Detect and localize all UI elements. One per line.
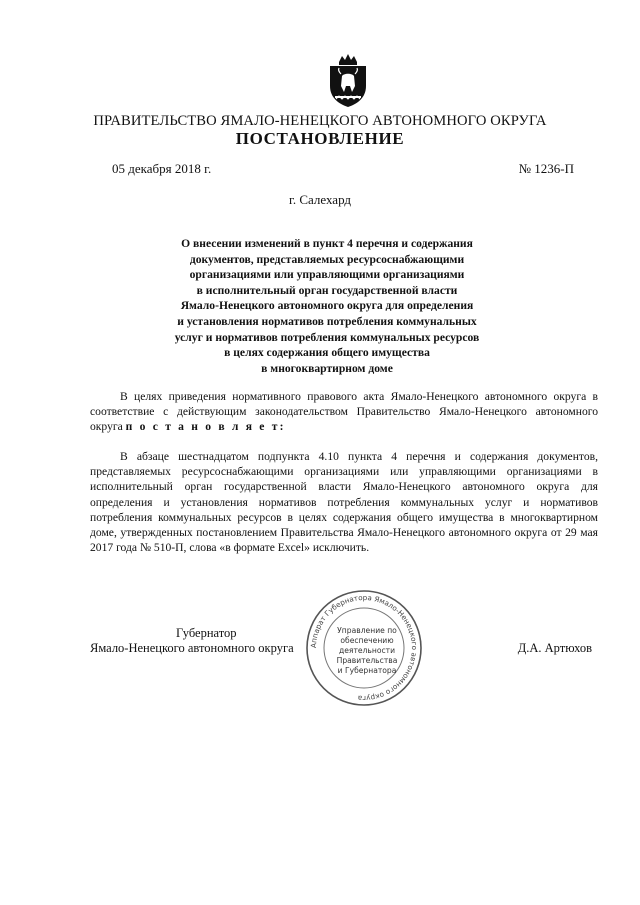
title-line: О внесении изменений в пункт 4 перечня и содержания [181,237,473,250]
stamp-ring-text: Аппарат Губернатора Ямало-Ненецкого автономного округа [308,592,420,704]
signature-organization: Ямало-Ненецкого автономного округа [90,641,294,655]
coat-of-arms-emblem [327,52,369,108]
document-type: ПОСТАНОВЛЕНИЕ [235,129,405,148]
document-date: 05 декабря 2018 г. [112,161,212,176]
title-line: в многоквартирном доме [261,361,393,375]
title-line: услуг и нормативов потребления коммунальных ресурсов [174,330,480,344]
document-number: № 1236-П [518,161,574,176]
document-city: г. Салехард [288,192,352,207]
title-line: документов, представляемых ресурсоснабжающими [189,252,465,266]
title-line: Ямало-Ненецкого автономного округа для определения [180,299,474,313]
preamble-paragraph [90,389,598,435]
title-line: и установления нормативов потребления коммунальных [177,314,477,328]
document-title [120,236,534,376]
amendment-text: В абзаце шестнадцатом подпункта 4.10 пункта 4 перечня и содержания документов, представляемых ресурсоснабжающими организациями или управляющими организациями в исполнительный орган государственной власти Ямало-Ненецкого автономного округа для определения и установления нормативов потребления коммунальных услуг и нормативов потребления коммунальных ресурсов в целях содержания общего имущества в многоквартирном доме, утвержденных постановлением Правительства Ямало-Ненецкого автономного округа от 29 мая 2017 года № 510-П, слова «в формате Excel» исключить. [90,450,598,555]
preamble-text: В целях приведения нормативного правового акта Ямало-Ненецкого автономного округа в соответствие с действующим законодательством Правительство Ямало-Ненецкого автономного округа [90,390,598,434]
government-heading: ПРАВИТЕЛЬСТВО ЯМАЛО-НЕНЕЦКОГО АВТОНОМНОГО ОКРУГА [93,113,547,129]
title-line: в исполнительный орган государственной власти [196,283,458,297]
signature-name: Д.А. Артюхов [517,641,592,655]
stamp-center-text: Управление по обеспечению деятельности Правительства и Губернатора [336,626,398,675]
signature-position: Губернатор [176,626,237,640]
title-line: организациями или управляющими организациями [189,268,465,282]
title-line: в целях содержания общего имущества [224,346,430,360]
resolves-word: п о с т а н о в л я е т: [125,420,286,434]
amendment-paragraph [90,449,598,555]
